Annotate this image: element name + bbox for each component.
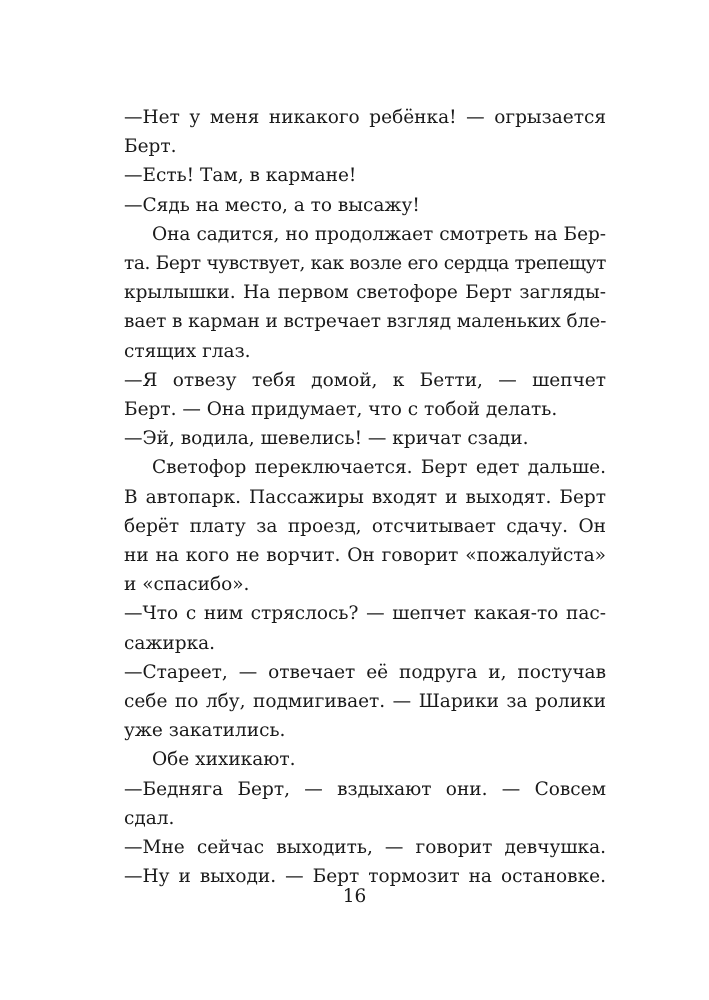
text-line: сажирка.: [124, 632, 216, 654]
text-line: Обе хихикают.: [152, 749, 296, 771]
text-line: сдал.: [124, 807, 175, 829]
text-line: —Бедняга Берт, — вздыхают они. — Совсем: [124, 778, 606, 800]
text-line: та. Берт чувствует, как возле его сердца трепещут: [124, 253, 606, 275]
text-line: —Ну и выходи. — Берт тормозит на остановке.: [124, 866, 606, 888]
text-line: —Стареет, — отвечает её подруга и, постучав: [124, 661, 606, 683]
text-line: берёт плату за проезд, отсчитывает сдачу. Он: [124, 515, 606, 537]
text-line: —Мне сейчас выходить, — говорит девчушка.: [124, 837, 606, 859]
text-line: и «спасибо».: [124, 574, 250, 596]
text-line: —Я отвезу тебя домой, к Бетти, — шепчет: [124, 369, 606, 391]
text-line: себе по лбу, подмигивает. — Шарики за ролики: [124, 691, 606, 713]
text-line: крылышки. На первом светофоре Берт загляды-: [124, 282, 606, 304]
text-line: —Есть! Там, в кармане!: [124, 165, 357, 187]
body-text: [124, 103, 606, 891]
text-line: Светофор переключается. Берт едет дальше.: [152, 457, 606, 479]
text-line: стящих глаз.: [124, 340, 251, 362]
page-number: 16: [342, 886, 367, 907]
text-line: вает в карман и встречает взгляд маленьких бле-: [124, 311, 607, 333]
text-line: ни на кого не ворчит. Он говорит «пожалуйста»: [124, 545, 606, 567]
text-line: В автопарк. Пассажиры входят и выходят. Берт: [124, 486, 606, 508]
text-line: —Сядь на место, а то высажу!: [124, 194, 420, 216]
text-line: Берт.: [124, 136, 177, 158]
text-line: —Нет у меня никакого ребёнка! — огрызается: [124, 107, 606, 128]
text-line: Она садится, но продолжает смотреть на Бер-: [152, 223, 606, 245]
text-line: уже закатились.: [124, 720, 286, 742]
text-line: —Эй, водила, шевелись! — кричат сзади.: [124, 428, 529, 450]
text-line: —Что с ним стряслось? — шепчет какая-то пас-: [124, 603, 606, 625]
text-line: Берт. — Она придумает, что с тобой делать.: [124, 399, 558, 421]
